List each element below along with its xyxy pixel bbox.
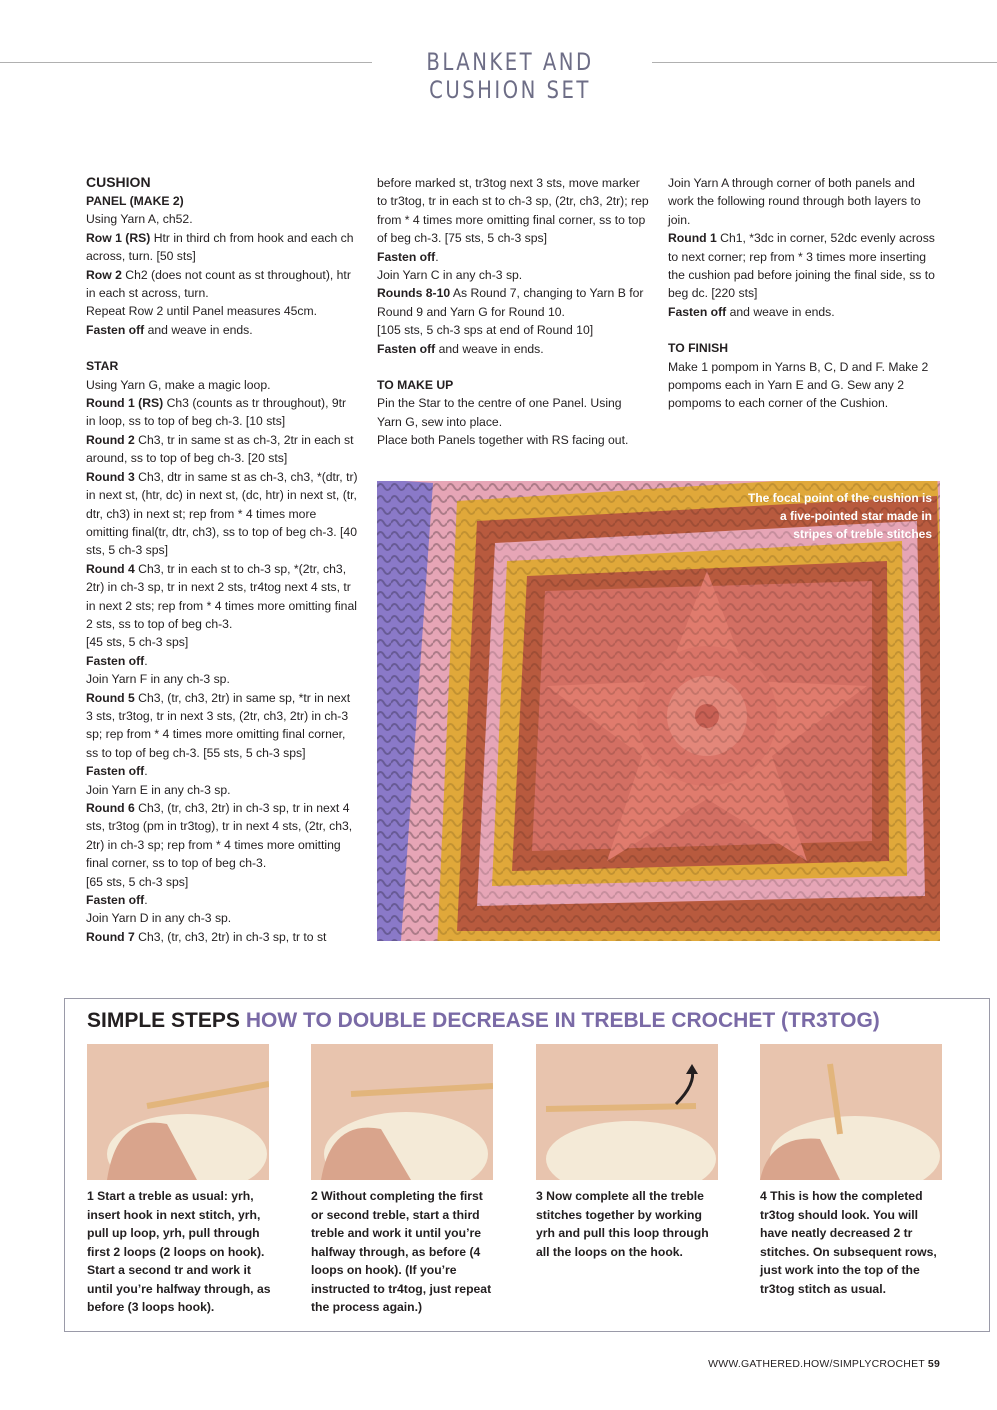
steps-title-subtitle: HOW TO DOUBLE DECREASE IN TREBLE CROCHET (TR3TOG) [245, 1009, 880, 1032]
footer [708, 1358, 940, 1370]
step-2-photo [311, 1044, 493, 1180]
make-up-heading: TO MAKE UP [377, 378, 454, 393]
rounds-8-10-count: [105 sts, 5 ch-3 sps at end of Round 10] [377, 323, 594, 338]
row-1-instruction: Row 1 (RS) Htr in third ch from hook and each ch across, turn. [50 sts] [86, 230, 354, 264]
round-6-count: [65 sts, 5 ch-3 sps] [86, 874, 189, 889]
to-finish-heading: TO FINISH [668, 341, 729, 356]
round-7-instruction: Round 7 Ch3, (tr, ch3, 2tr) in ch-3 sp, tr to st [86, 929, 327, 944]
step-1-text: 1 Start a treble as usual: yrh, insert hook in next stitch, yrh, pull up loop, yrh, pull through first 2 loops (2 loops on hook). Start a second tr and work it until you’re halfway through, as before (3 loops hook). [87, 1189, 271, 1314]
round-1-instruction: Round 1 (RS) Ch3 (counts as tr throughout), 9tr in loop, ss to top of beg ch-3. [10 sts] [86, 396, 347, 429]
column-3 [668, 174, 943, 413]
rounds-8-10-instruction: Rounds 8-10 As Round 7, changing to Yarn B for Round 9 and Yarn G for Round 10. [377, 286, 644, 319]
make-up-text-1: Pin the Star to the centre of one Panel. Using Yarn G, sew into place. [377, 396, 622, 429]
repeat-instruction: Repeat Row 2 until Panel measures 45cm. [86, 304, 318, 319]
column-2 [377, 174, 649, 450]
round-4-instruction: Round 4 Ch3, tr in each st to ch-3 sp, *(2tr, ch3, 2tr) in ch-3 sp, tr in next 2 sts, tr4tog next 4 sts, tr in next 2 sts; rep from * 4 times more omitting final 2 sts, ss to top of beg ch-3. [86, 561, 357, 631]
round-3-instruction: Round 3 Ch3, dtr in same st as ch-3, ch3, *(dtr, tr) in next st, (htr, dc) in next st, (dc, htr) in next st, (tr, dtr, ch3) in next st; rep from * 4 times more omitting final(tr, dtr, ch3), ss to top of beg ch-3. [40 sts, 5 ch-3 sps] [86, 469, 358, 558]
hand-crochet-icon [87, 1044, 269, 1180]
panel-heading: PANEL (MAKE 2) [86, 194, 184, 208]
step-1-photo [87, 1044, 269, 1180]
column-1 [86, 172, 358, 946]
panel-using: Using Yarn A, ch52. [86, 212, 193, 227]
step-4-text: 4 This is how the completed tr3tog should look. You will have neatly decreased 2 tr stitches. On subsequent rows, just work into the top of the tr3tog stitch as usual. [760, 1189, 937, 1296]
round-5-instruction: Round 5 Ch3, (tr, ch3, 2tr) in same sp, *tr in next 3 sts, tr3tog, tr in next 3 sts, (2tr, ch3, 2tr) in ch-3 sp; rep from * 4 times more omitting final corner, ss to top of beg ch-3. [55 sts, 5 ch-3 sps] [86, 690, 351, 760]
round-4-count: [45 sts, 5 ch-3 sps] [86, 635, 189, 650]
step-3-photo [536, 1044, 718, 1180]
step-3-text: 3 Now complete all the treble stitches together by working yrh and pull this loop through all the loops on the hook. [536, 1189, 709, 1259]
crochet-star-image [377, 481, 940, 941]
row-2-instruction: Row 2 Ch2 (does not count as st throughout), htr in each st across, turn. [86, 267, 351, 301]
header-rule-right [652, 62, 997, 63]
join-yarn-d: Join Yarn D in any ch-3 sp. [86, 911, 232, 926]
fasten-off-round-7: Fasten off. [377, 249, 439, 264]
hand-crochet-icon [536, 1044, 718, 1180]
fasten-off-round-10: Fasten off and weave in ends. [377, 341, 544, 356]
join-yarn-e: Join Yarn E in any ch-3 sp. [86, 782, 231, 797]
page-number: 59 [927, 1358, 940, 1370]
make-up-text-2: Place both Panels together with RS facing out. [377, 433, 629, 448]
hand-crochet-icon [760, 1044, 942, 1180]
cushion-heading: CUSHION [86, 174, 151, 190]
round-6-instruction: Round 6 Ch3, (tr, ch3, 2tr) in ch-3 sp, tr in next 4 sts, tr3tog (pm in tr3tog), tr in next 4 sts, (2tr, ch3, 2tr) in ch-3 sp; rep from * 4 times more omitting final corner, ss to top of beg ch-3. [86, 801, 353, 871]
step-2-text: 2 Without completing the first or second treble, start a third treble and work it until you’re halfway through, as before (4 loops on hook). (If you’re instructed to tr4tog, just repeat the process again.) [311, 1189, 492, 1314]
step-4-photo [760, 1044, 942, 1180]
fasten-off-round-5: Fasten off. [86, 764, 148, 779]
steps-title-label: SIMPLE STEPS [87, 1009, 240, 1032]
join-yarn-f: Join Yarn F in any ch-3 sp. [86, 672, 230, 687]
fasten-off-edging: Fasten off and weave in ends. [668, 304, 835, 319]
edging-round-1: Round 1 Ch1, *3dc in corner, 52dc evenly across to next corner; rep from * 3 times more inserting the cushion pad before joining the final side, ss to beg dc. [220 sts] [668, 231, 935, 301]
hand-crochet-icon [311, 1044, 493, 1180]
round-2-instruction: Round 2 Ch3, tr in same st as ch-3, 2tr in each st around, ss to top of beg ch-3. [20 sts] [86, 432, 354, 466]
star-heading: STAR [86, 359, 119, 374]
round-7-continued: before marked st, tr3tog next 3 sts, move marker to tr3tog, tr in each st to ch-3 sp, (2tr, ch3, 2tr); rep from * 4 times more omitting final corner, ss to top of beg ch-3. [75 sts, 5 ch-3 sps] [377, 176, 649, 246]
cushion-photo [377, 481, 940, 941]
footer-url[interactable]: WWW.GATHERED.HOW/SIMPLYCROCHET [708, 1358, 925, 1370]
steps-title [87, 1009, 880, 1033]
star-using: Using Yarn G, make a magic loop. [86, 377, 271, 392]
join-yarn-a: Join Yarn A through corner of both panels and work the following round through both layers to join. [668, 176, 921, 227]
fasten-off-panel: Fasten off and weave in ends. [86, 322, 253, 337]
fasten-off-round-4: Fasten off. [86, 653, 148, 668]
header-rule-left [0, 62, 372, 63]
page-title: BLANKET AND CUSHION SET [426, 48, 594, 104]
join-yarn-c: Join Yarn C in any ch-3 sp. [377, 268, 523, 283]
photo-caption: The focal point of the cushion is a five-pointed star made in stripes of treble stitches [747, 491, 932, 541]
fasten-off-round-6: Fasten off. [86, 893, 148, 908]
simple-steps-box [64, 998, 990, 1332]
to-finish-text: Make 1 pompom in Yarns B, C, D and F. Make 2 pompoms each in Yarn E and G. Sew any 2 pompoms to each corner of the Cushion. [668, 359, 929, 411]
